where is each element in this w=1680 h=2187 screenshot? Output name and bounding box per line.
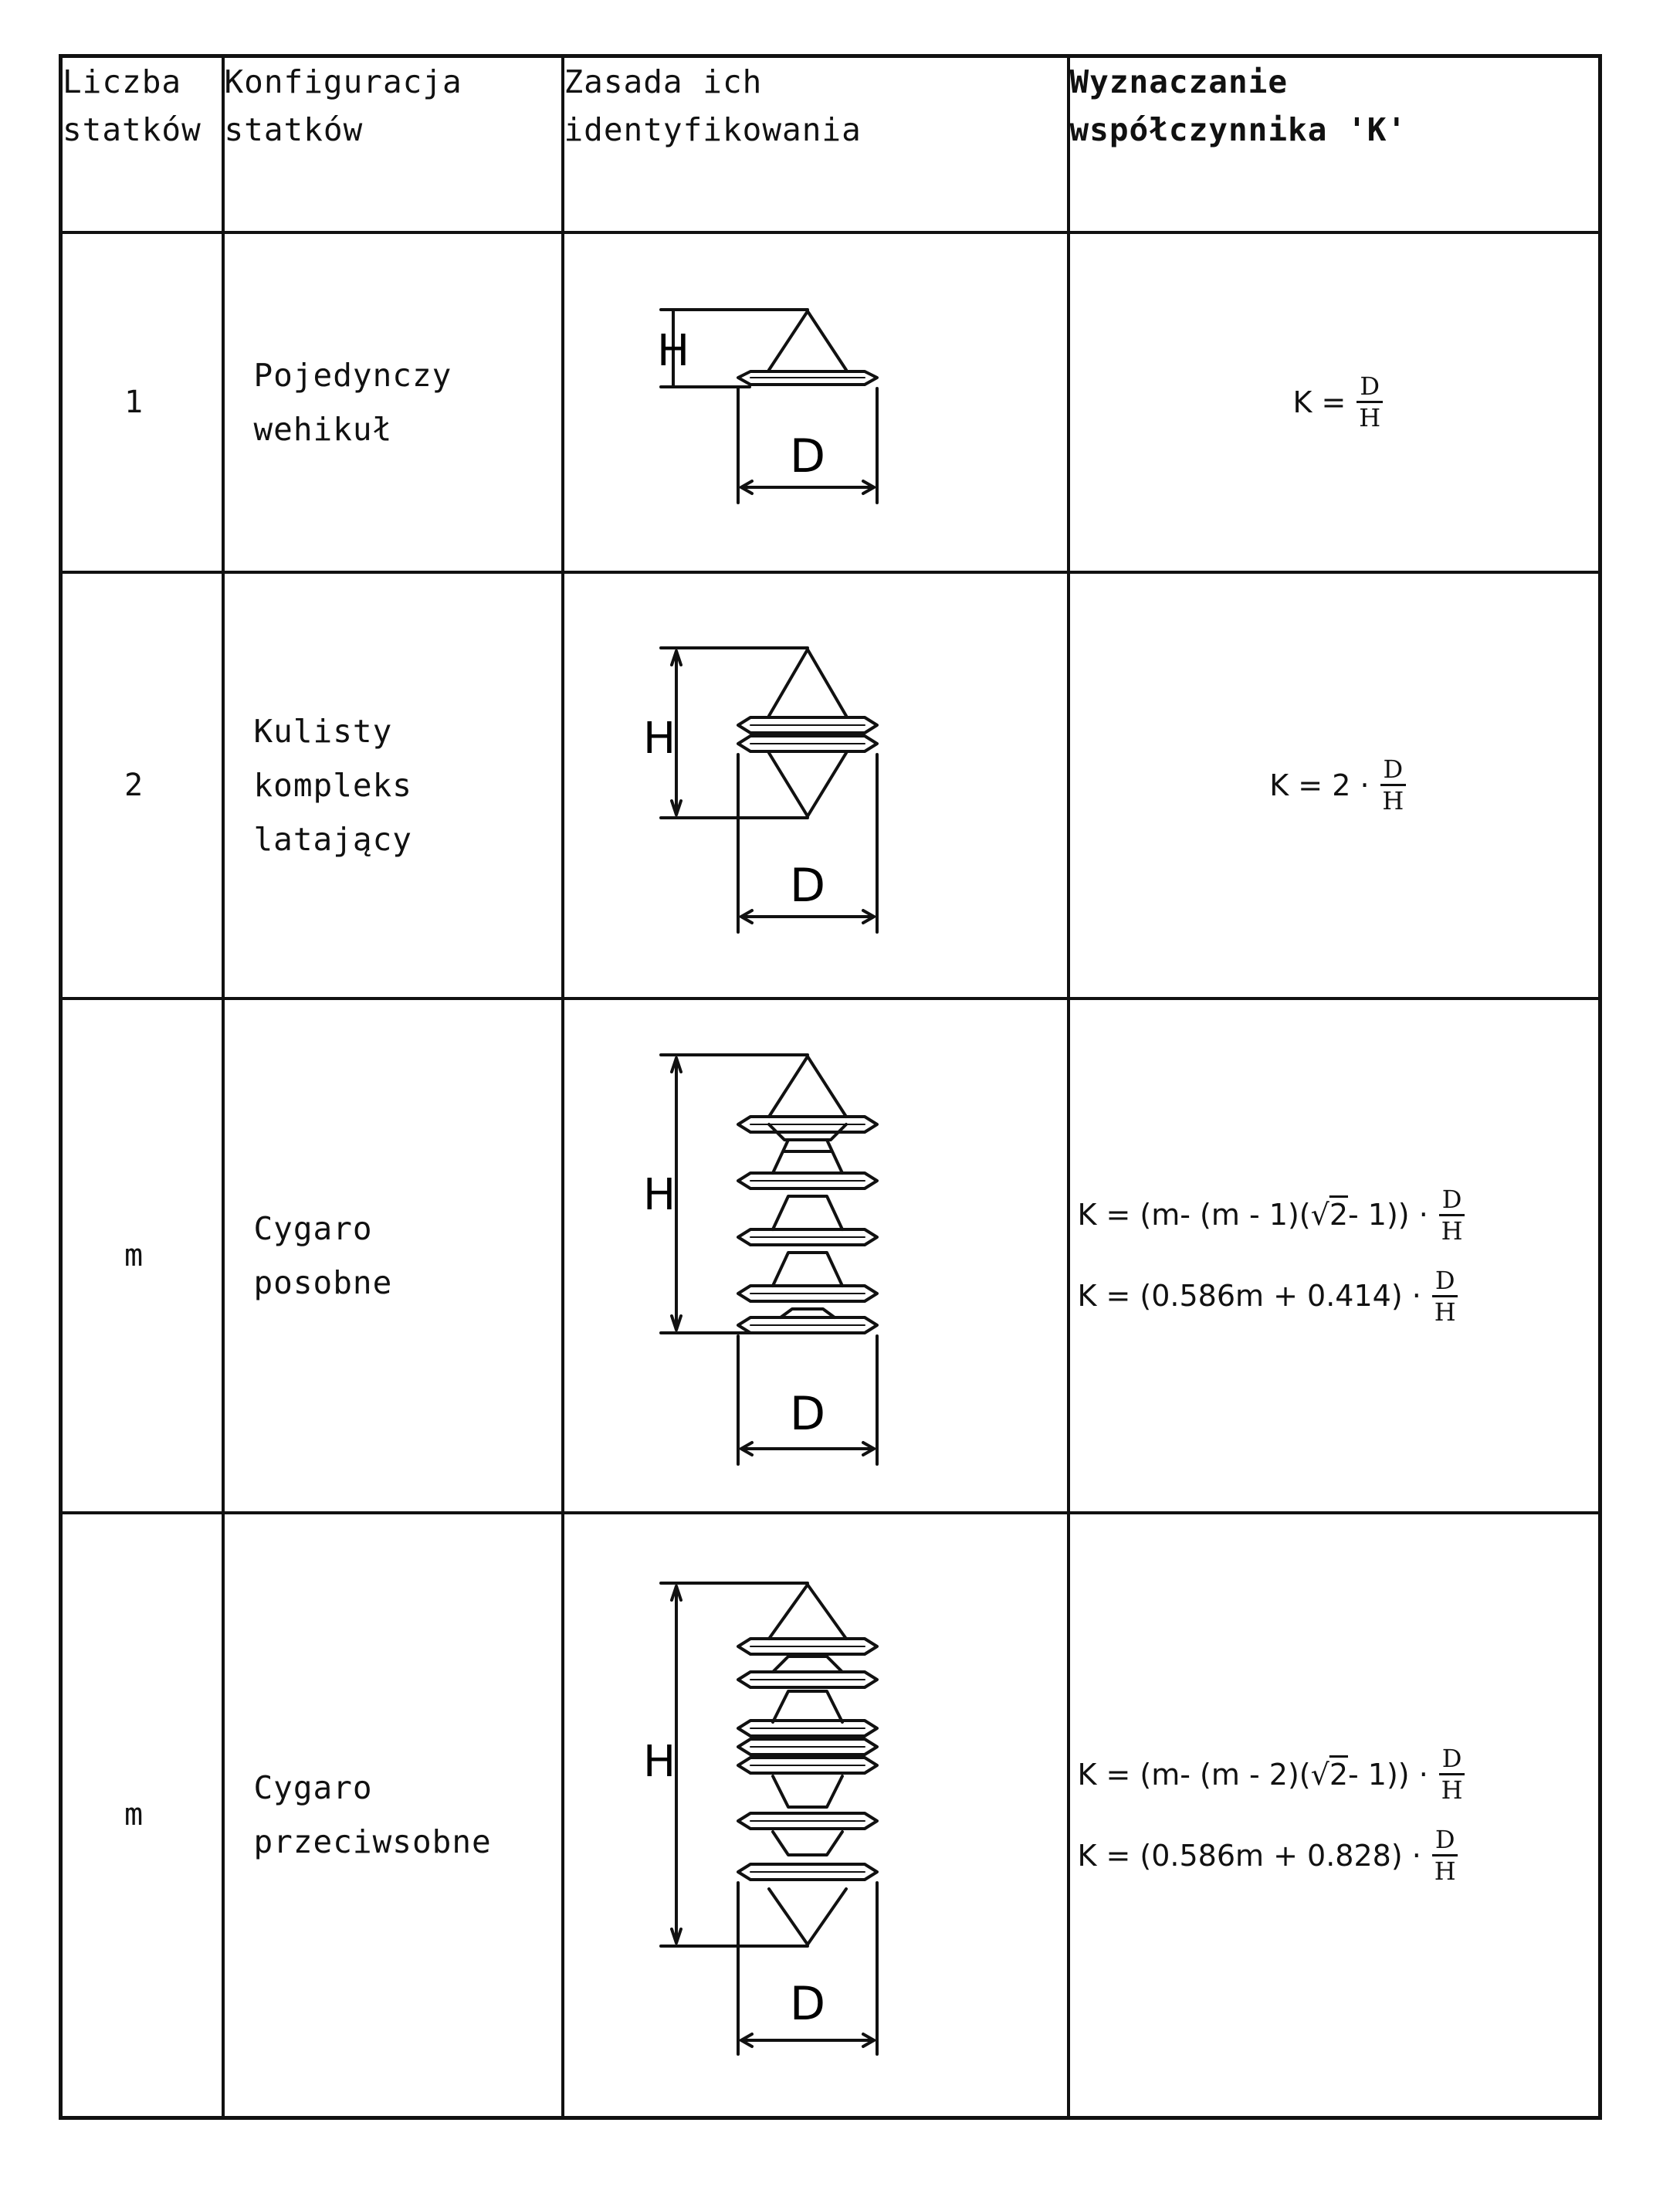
height-label: H [642, 713, 676, 764]
fraction-denominator: H [1359, 403, 1381, 432]
configuration-line: kompleks [253, 766, 412, 804]
spherical-complex-diagram [599, 631, 1031, 940]
formula-lhs: K = 2 · [1269, 768, 1370, 802]
fraction-denominator: H [1382, 786, 1404, 815]
header-count [61, 56, 223, 232]
height-label: H [642, 1169, 676, 1220]
diameter-label: D [789, 429, 826, 483]
identification-table [59, 54, 1602, 2120]
fraction-numerator: D [1432, 1267, 1458, 1297]
serial-cigar-diagram [599, 1039, 1031, 1472]
configuration-line: Pojedynczy [253, 356, 452, 394]
table-row [61, 232, 1600, 572]
square-root: √2 [1310, 1757, 1348, 1792]
header-coefficient-line2: współczynnika 'K' [1069, 111, 1407, 148]
height-label: H [656, 325, 690, 376]
fraction-numerator: D [1439, 1745, 1465, 1775]
fraction [1439, 1744, 1465, 1806]
formula [1078, 1267, 1599, 1325]
height-label: H [642, 1737, 676, 1788]
configuration-line: posobne [253, 1263, 393, 1301]
formula-lhs: K = (m- (m - 2)( [1077, 1757, 1311, 1792]
formula-rest: - 1)) · [1348, 1198, 1428, 1232]
formula [1077, 1744, 1599, 1806]
header-row [61, 56, 1600, 232]
opposed-cigar-diagram [599, 1568, 1031, 2062]
fraction-numerator: D [1380, 756, 1407, 786]
formula [1077, 1825, 1599, 1887]
header-principle-line2: identyfikowania [564, 111, 862, 148]
configuration [223, 232, 563, 572]
ship-count: 1 [61, 232, 223, 572]
ship-count: m [61, 1513, 223, 2118]
configuration-line: przeciwsobne [253, 1823, 492, 1861]
formula-cell [1069, 572, 1600, 999]
formula [1078, 1186, 1599, 1244]
formula [1078, 756, 1599, 814]
formula-cell [1069, 1513, 1600, 2118]
configuration [223, 572, 563, 999]
formula [1078, 373, 1599, 431]
header-count-line2: statków [63, 111, 202, 148]
square-root: √2 [1310, 1198, 1348, 1232]
fraction-denominator: H [1434, 1856, 1456, 1887]
single-vehicle-diagram [599, 294, 1031, 510]
table-row [61, 1513, 1600, 2118]
fraction-numerator: D [1357, 373, 1383, 403]
radicand: 2 [1329, 1198, 1348, 1232]
configuration [223, 1513, 563, 2118]
formula-cell [1069, 999, 1600, 1513]
header-count-line1: Liczba [63, 63, 182, 100]
formula-lhs: K = [1292, 385, 1346, 419]
fraction-numerator: D [1439, 1186, 1465, 1216]
header-config-line1: Konfiguracja [224, 63, 462, 100]
fraction [1380, 756, 1407, 814]
formula-cell [1069, 232, 1600, 572]
diagram-cell [563, 999, 1069, 1513]
diagram-cell [563, 232, 1069, 572]
diameter-label: D [789, 1977, 826, 2032]
table-row [61, 572, 1600, 999]
radicand: 2 [1329, 1757, 1348, 1792]
configuration-line: Cygaro [253, 1209, 373, 1247]
diameter-label: D [789, 858, 826, 913]
diagram-cell [563, 1513, 1069, 2118]
fraction-numerator: D [1432, 1826, 1458, 1856]
fraction [1432, 1825, 1458, 1887]
header-config-line2: statków [224, 111, 364, 148]
formula-lhs: K = (m- (m - 1)( [1077, 1198, 1311, 1232]
fraction [1357, 373, 1383, 431]
ship-count: 2 [61, 572, 223, 999]
configuration-line: wehikuł [253, 410, 393, 448]
configuration-line: Kulisty [253, 712, 393, 750]
formula-rest: - 1)) · [1348, 1757, 1428, 1792]
fraction [1439, 1186, 1465, 1244]
header-coefficient [1069, 56, 1600, 232]
diameter-label: D [789, 1386, 826, 1441]
formula-lhs: K = (0.586m + 0.828) · [1077, 1838, 1421, 1873]
configuration [223, 999, 563, 1513]
formula-lhs: K = (0.586m + 0.414) · [1077, 1279, 1421, 1313]
fraction-denominator: H [1441, 1775, 1463, 1806]
header-principle [563, 56, 1069, 232]
diagram-cell [563, 572, 1069, 999]
table-row [61, 999, 1600, 1513]
fraction-denominator: H [1434, 1297, 1456, 1327]
configuration-line: latający [253, 820, 412, 858]
header-config [223, 56, 563, 232]
fraction-denominator: H [1441, 1216, 1463, 1246]
header-principle-line1: Zasada ich [564, 63, 763, 100]
ship-count: m [61, 999, 223, 1513]
fraction [1432, 1267, 1458, 1325]
header-coefficient-line1: Wyznaczanie [1069, 63, 1289, 100]
configuration-line: Cygaro [253, 1769, 373, 1807]
